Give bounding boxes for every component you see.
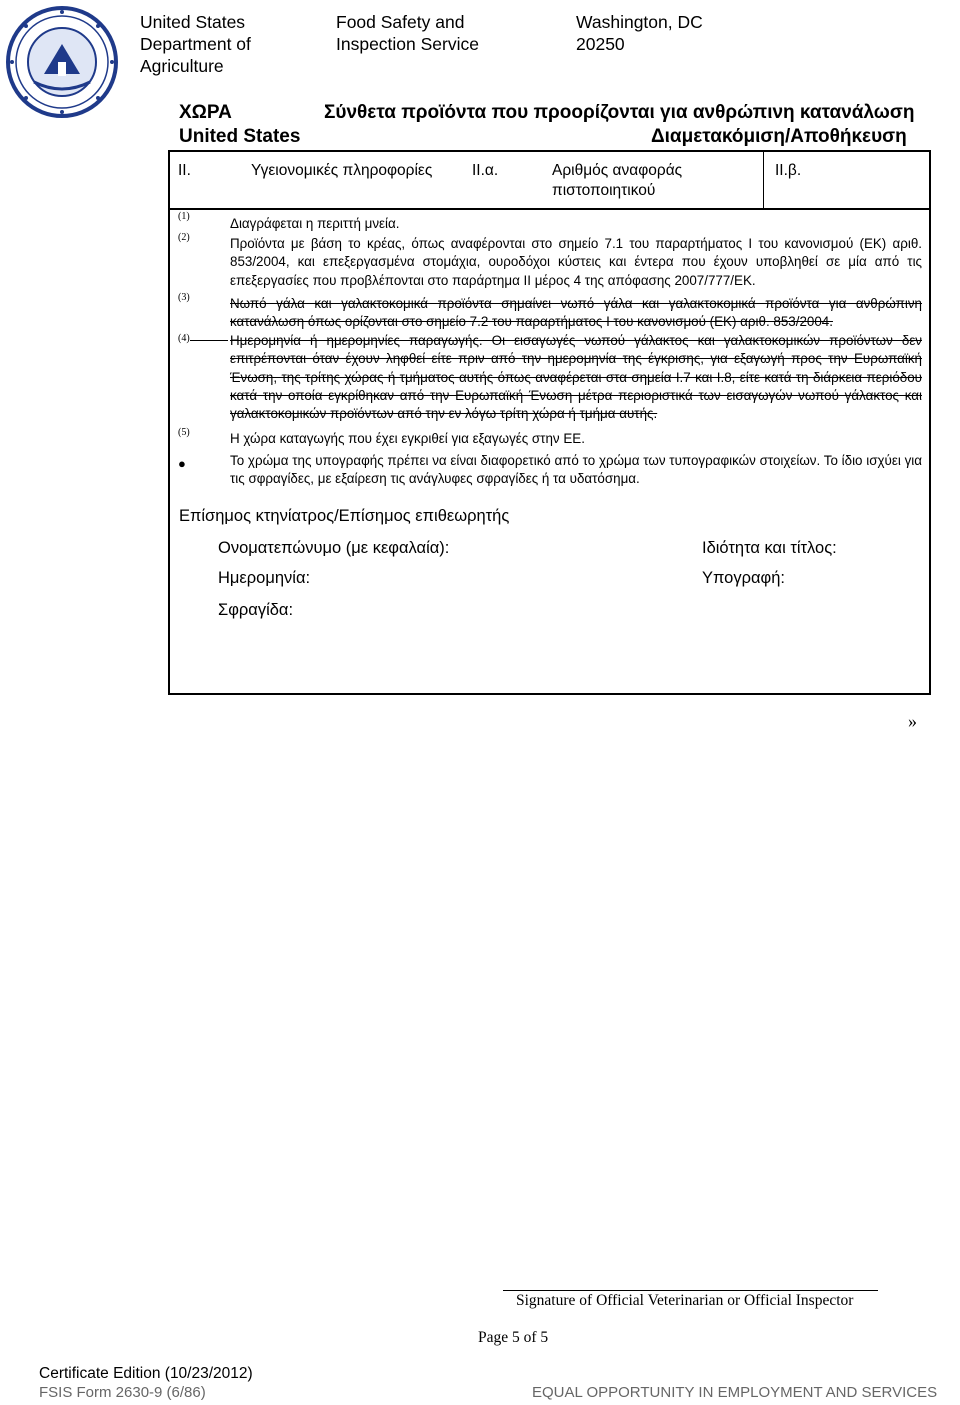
official-label: Επίσημος κτηνίατρος/Επίσημος επιθεωρητής: [179, 507, 510, 525]
certificate-edition: Certificate Edition (10/23/2012): [39, 1365, 253, 1382]
date-field-label: Ημερομηνία:: [218, 569, 311, 587]
signature-caption: Signature of Official Veterinarian or Official Inspector: [516, 1292, 854, 1309]
certificate-subheading: Διαμετακόμιση/Αποθήκευση: [651, 126, 907, 147]
equal-opportunity-statement: EQUAL OPPORTUNITY IN EMPLOYMENT AND SERVICES: [532, 1384, 938, 1401]
note-number: (4): [178, 333, 190, 344]
note-number: (3): [178, 292, 190, 303]
header-line: Food Safety and: [336, 12, 465, 32]
section-a-number: II.α.: [472, 162, 499, 179]
note-number: (2): [178, 232, 190, 243]
signature-field-label: Υπογραφή:: [702, 569, 785, 587]
page-number: Page 5 of 5: [478, 1329, 549, 1346]
closing-quote: »: [908, 711, 917, 731]
header-line: 20250: [576, 34, 625, 54]
name-field-label: Ονοματεπώνυμο (με κεφαλαία):: [218, 539, 450, 557]
header-line: Department of: [140, 34, 251, 54]
note-text: Προϊόντα με βάση το κρέας, όπως αναφέρονται στο σημείο 7.1 του παραρτήματος I του κανονισμού (ΕΚ) αριθ. 853/2004, και επεξεργασμένα στομάχια, ουροδόχοι κύστεις και έντερα που έχουν υποβληθεί σε μία από τις επεξεργασίες που προβλέπονται στο παράρτημα II μέρος 4 της απόφασης 2007/777/ΕΚ.: [230, 236, 922, 288]
note-text-deleted: Ημερομηνία ή ημερομηνίες παραγωγής. Οι εισαγωγές νωπού γάλακτος και γαλακτοκομικών προϊόντων δεν επιτρέπονται όταν έχουν ληφθεί είτε πριν από την ημερομηνία της έγκρισης, για εξαγωγή προς την Ευρωπαϊκή Ένωση, της τρίτης χώρας ή τμήματος αυτής όπως αναφέρεται στα σημεία I.7 και I.8, είτε κατά τη διάρκεια περιόδου κατά την οποία εγκρίθηκαν από την Ευρωπαϊκή Ένωση μέτρα περιοριστικά των εισαγωγών νωπού γάλακτος και γαλακτοκομικών προϊόντων από την εν λόγω τρίτη χώρα ή τμήμα αυτής.: [230, 333, 922, 422]
note-text-deleted: Νωπό γάλα και γαλακτοκομικά προϊόντα σημαίνει νωπό γάλα και γαλακτοκομικά προϊόντα για ανθρώπινη κατανάλωση όπως ορίζονται στο σημείο 7.2 του παραρτήματος I του κανονισμού (ΕΚ) αριθ. 853/2004.: [230, 296, 922, 330]
country-value: United States: [179, 126, 301, 147]
reference-number-line: Αριθμός αναφοράς: [552, 162, 683, 179]
column-divider: [763, 150, 764, 210]
section-title: Υγειονομικές πληροφορίες: [251, 162, 433, 179]
header-line: United States: [140, 12, 246, 32]
country-label: ΧΩΡΑ: [179, 102, 232, 123]
reference-number-line: πιστοποιητικού: [552, 182, 656, 199]
bullet-note: Το χρώμα της υπογραφής πρέπει να είναι διαφορετικό από το χρώμα των τυπογραφικών στοιχείων. Το ίδιο ισχύει για τις σφραγίδες, με εξαίρεση τις ανάγλυφες σφραγίδες ή τα υδατόσημα.: [230, 453, 922, 487]
reference-number-label: [552, 161, 682, 201]
usda-seal-icon: [4, 4, 120, 120]
stamp-field-label: Σφραγίδα:: [218, 601, 294, 619]
agency-service: [336, 11, 479, 55]
note-text: Η χώρα καταγωγής που έχει εγκριθεί για εξαγωγές στην ΕΕ.: [230, 431, 585, 446]
note-text: Διαγράφεται η περιττή μνεία.: [230, 216, 400, 231]
header-line: Inspection Service: [336, 34, 479, 54]
bullet-icon: ●: [178, 456, 186, 471]
section-b-number: II.β.: [775, 162, 802, 179]
note-number: (1): [178, 211, 190, 222]
note-number: (5): [178, 427, 190, 438]
form-number: FSIS Form 2630-9 (6/86): [39, 1384, 206, 1401]
header-line: Agriculture: [140, 56, 224, 76]
section-divider: [168, 208, 931, 210]
qualification-field-label: Ιδιότητα και τίτλος:: [702, 539, 837, 557]
strike-line: [190, 340, 228, 341]
certificate-heading: Σύνθετα προϊόντα που προορίζονται για ανθρώπινη κατανάλωση: [324, 102, 915, 123]
header-line: Washington, DC: [576, 12, 703, 32]
agency-address: [576, 11, 703, 55]
section-number: II.: [178, 162, 191, 179]
agency-department: [140, 11, 251, 77]
signature-line: [503, 1290, 878, 1291]
